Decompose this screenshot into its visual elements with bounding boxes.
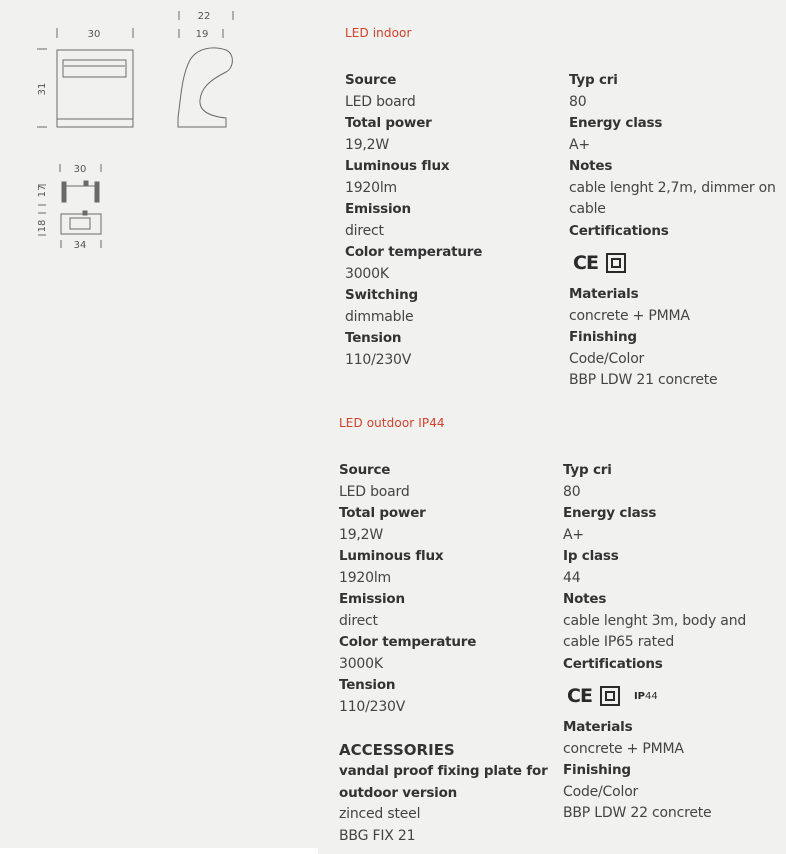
spec-value: dimmable — [345, 308, 414, 325]
spec-value: BBP LDW 21 concrete — [569, 372, 718, 388]
ip44-icon — [634, 691, 658, 702]
outdoor-right-specs — [563, 460, 778, 825]
spec-value: 80 — [563, 483, 581, 500]
spec-value: direct — [339, 612, 378, 629]
accessory-code: BBG FIX 21 — [339, 827, 416, 844]
outdoor-certifications — [563, 675, 778, 717]
spec-label: Typ cri — [569, 72, 618, 88]
indoor-left-specs — [345, 70, 560, 371]
outdoor-section-title: LED outdoor IP44 — [339, 416, 445, 430]
dim-plan-width: 30 — [73, 164, 87, 175]
dim-side-inner: 19 — [195, 29, 209, 40]
front-view-body — [57, 50, 133, 127]
accessory-name: vandal proof fixing plate for — [339, 763, 548, 779]
spec-label: Certifications — [569, 222, 669, 239]
spec-label: Color temperature — [345, 244, 483, 260]
spec-value: direct — [345, 222, 384, 239]
spec-value: 44 — [563, 569, 581, 586]
accessories-heading: ACCESSORIES — [339, 740, 455, 759]
spec-value: cable — [569, 201, 606, 217]
spec-value: Code/Color — [569, 350, 645, 367]
spec-label: Ip class — [563, 548, 619, 564]
spec-label: Total power — [345, 115, 432, 131]
accessory-material: zinced steel — [339, 806, 421, 822]
spec-label: Typ cri — [563, 462, 612, 478]
spec-value: A+ — [563, 526, 584, 543]
spec-value: 19,2W — [345, 136, 390, 153]
ce-mark-icon: CE — [573, 252, 598, 274]
class-ii-icon — [606, 253, 626, 273]
side-view-profile — [178, 48, 232, 127]
spec-value: 80 — [569, 93, 587, 110]
dim-front-height: 31 — [37, 82, 48, 96]
plan-view-base — [61, 211, 101, 234]
spec-value: 3000K — [339, 655, 383, 672]
spec-value: 1920lm — [345, 179, 397, 196]
spec-value: cable IP65 rated — [563, 634, 675, 650]
spec-value: 110/230V — [345, 351, 412, 368]
spec-value: A+ — [569, 136, 590, 153]
spec-label: Switching — [345, 287, 418, 303]
spec-label: Emission — [345, 201, 411, 217]
dim-side-top: 22 — [197, 11, 211, 22]
spec-label: Notes — [569, 158, 613, 174]
indoor-certifications — [569, 242, 784, 284]
spec-value: concrete + PMMA — [563, 740, 684, 757]
spec-value: LED board — [345, 93, 416, 110]
spec-label: Energy class — [569, 115, 663, 131]
spec-value: Code/Color — [563, 783, 639, 800]
spec-label: Tension — [345, 330, 402, 346]
page-bottom-strip — [0, 848, 318, 854]
spec-value: LED board — [339, 483, 410, 500]
class-ii-icon — [600, 686, 620, 706]
spec-value: 110/230V — [339, 698, 406, 715]
spec-label: Source — [345, 72, 397, 88]
ip-number: 44 — [645, 690, 658, 702]
spec-value: BBP LDW 22 concrete — [563, 805, 712, 821]
dim-front-width: 30 — [87, 29, 101, 40]
spec-label: Tension — [339, 677, 396, 693]
indoor-section-title: LED indoor — [345, 26, 412, 40]
technical-drawings — [0, 0, 300, 280]
spec-label: Materials — [563, 719, 633, 735]
spec-label: Source — [339, 462, 391, 478]
spec-value: cable lenght 3m, body and — [563, 612, 747, 629]
spec-label: Finishing — [569, 329, 637, 345]
indoor-right-specs — [569, 70, 784, 392]
spec-value: concrete + PMMA — [569, 307, 690, 324]
outdoor-left-specs — [339, 460, 554, 847]
dim-plan-h1: 17 — [37, 184, 48, 198]
spec-label: Certifications — [563, 655, 663, 672]
ip-prefix: IP — [633, 690, 645, 702]
dim-plan-base: 34 — [73, 240, 87, 251]
spec-label: Energy class — [563, 505, 657, 521]
spec-value: cable lenght 2,7m, dimmer on — [569, 179, 776, 196]
ce-mark-icon: CE — [567, 685, 592, 707]
spec-label: Luminous flux — [345, 158, 450, 174]
spec-label: Total power — [339, 505, 426, 521]
spec-label: Finishing — [563, 762, 631, 778]
accessory-name: outdoor version — [339, 784, 458, 801]
spec-value: 3000K — [345, 265, 389, 282]
spec-value: 1920lm — [339, 569, 391, 586]
spec-label: Emission — [339, 591, 405, 607]
spec-label: Materials — [569, 286, 639, 302]
plan-view-bracket — [62, 181, 99, 202]
dim-plan-h2: 18 — [37, 219, 48, 233]
spec-label: Notes — [563, 591, 607, 607]
spec-label: Color temperature — [339, 634, 477, 650]
spec-value: 19,2W — [339, 526, 384, 543]
spec-label: Luminous flux — [339, 548, 444, 564]
